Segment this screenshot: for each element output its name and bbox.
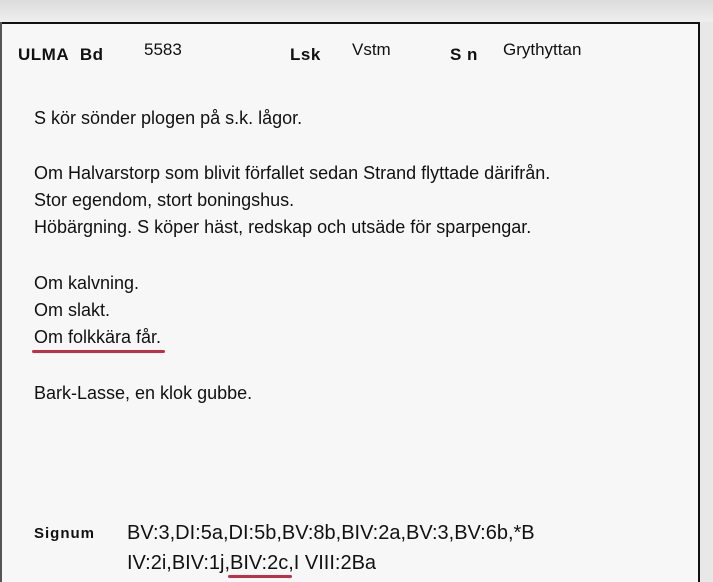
body-line-4: Höbärgning. S köper häst, redskap och utsäde för sparpengar. — [34, 217, 532, 237]
lsk-label: Lsk — [290, 45, 321, 64]
signum-red-underline-mark — [228, 575, 292, 578]
signum-line-1: BV:3,DI:5a,DI:5b,BV:8b,BIV:2a,BV:3,BV:6b,*B — [127, 522, 535, 544]
body-line-7 — [34, 327, 161, 348]
sn-value: Grythyttan — [503, 40, 582, 59]
scan-right-strip — [700, 22, 713, 582]
header-ulma-bd — [18, 45, 104, 65]
body-line-5: Om kalvning. — [34, 273, 140, 293]
signum-label: Signum — [34, 525, 95, 542]
bd-label: Bd — [79, 45, 104, 64]
body-line-2: Om Halvarstorp som blivit förfallet sedan Strand flyttade därifrån. — [34, 163, 551, 183]
body-line-1: S kör sönder plogen på s.k. lågor. — [34, 108, 303, 128]
bd-value: 5583 — [144, 40, 182, 59]
underlined-text — [34, 327, 161, 348]
signum-line-2-part-b: BIV:2c — [230, 552, 289, 574]
card-frame-top — [0, 22, 713, 24]
card-frame-left — [0, 22, 2, 582]
lsk-value: Vstm — [352, 40, 391, 59]
signum-underlined-code — [230, 552, 288, 575]
ulma-label: ULMA — [18, 45, 70, 64]
signum-line-2-part-a: IV:2i,BIV:1j, — [127, 552, 231, 574]
red-underline-mark — [32, 350, 165, 353]
body-line-7-text: Om folkkära får. — [34, 327, 162, 347]
scan-top-band — [0, 0, 713, 22]
signum-line-2 — [127, 552, 376, 575]
sn-label: S n — [450, 45, 478, 64]
signum-line-2-part-c: ,I VIII:2Ba — [288, 552, 377, 574]
body-line-8: Bark-Lasse, en klok gubbe. — [34, 383, 253, 403]
body-line-6: Om slakt. — [34, 300, 111, 320]
body-line-3: Stor egendom, stort boningshus. — [34, 190, 295, 210]
